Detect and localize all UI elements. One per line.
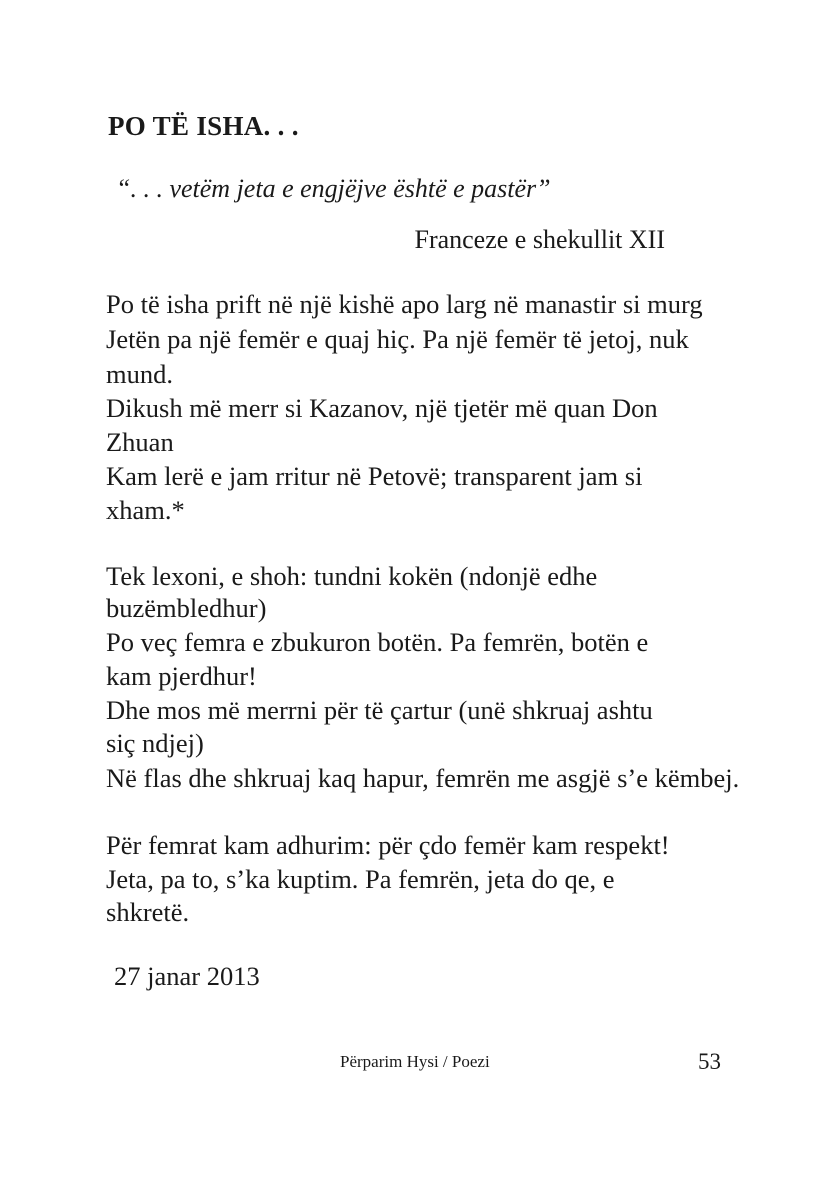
epigraph-quote: “. . . vetëm jeta e engjëjve është e pastër” [116,174,551,203]
poem-line: Dhe mos më merrni për të çartur (unë shkruaj ashtu [106,695,653,725]
poem-line: Jetën pa një femër e quaj hiç. Pa një femër të jetoj, nuk [106,324,689,354]
poem-line: shkretë. [106,897,190,927]
poem-line: Po të isha prift në një kishë apo larg në manastir si murg [106,289,703,319]
poem-line: siç ndjej) [106,728,204,758]
page-number: 53 [698,1049,721,1074]
poem-line: buzëmbledhur) [106,593,267,623]
footer-credit: Përparim Hysi / Poezi [340,1052,490,1071]
poem-line: Kam lerë e jam rritur në Petovë; transparent jam si [106,461,643,491]
poem-title: PO TË ISHA. . . [108,111,299,141]
poem-line: Tek lexoni, e shoh: tundni kokën (ndonjë edhe [106,561,598,591]
poem-line: Në flas dhe shkruaj kaq hapur, femrën me asgjë s’e këmbej. [106,763,740,793]
poem-date: 27 janar 2013 [114,961,260,991]
poem-line: Jeta, pa to, s’ka kuptim. Pa femrën, jeta do qe, e [106,864,615,894]
poem-line: Po veç femra e zbukuron botën. Pa femrën, botën e [106,627,649,657]
poem-line: Për femrat kam adhurim: për çdo femër kam respekt! [106,830,670,860]
poem-line: Zhuan [106,427,174,457]
epigraph-source: Franceze e shekullit XII [414,225,665,254]
poem-line: mund. [106,359,173,389]
poem-line: kam pjerdhur! [106,661,257,691]
poem-line: Dikush më merr si Kazanov, një tjetër më quan Don [106,393,658,423]
poem-line: xham.* [106,495,185,525]
